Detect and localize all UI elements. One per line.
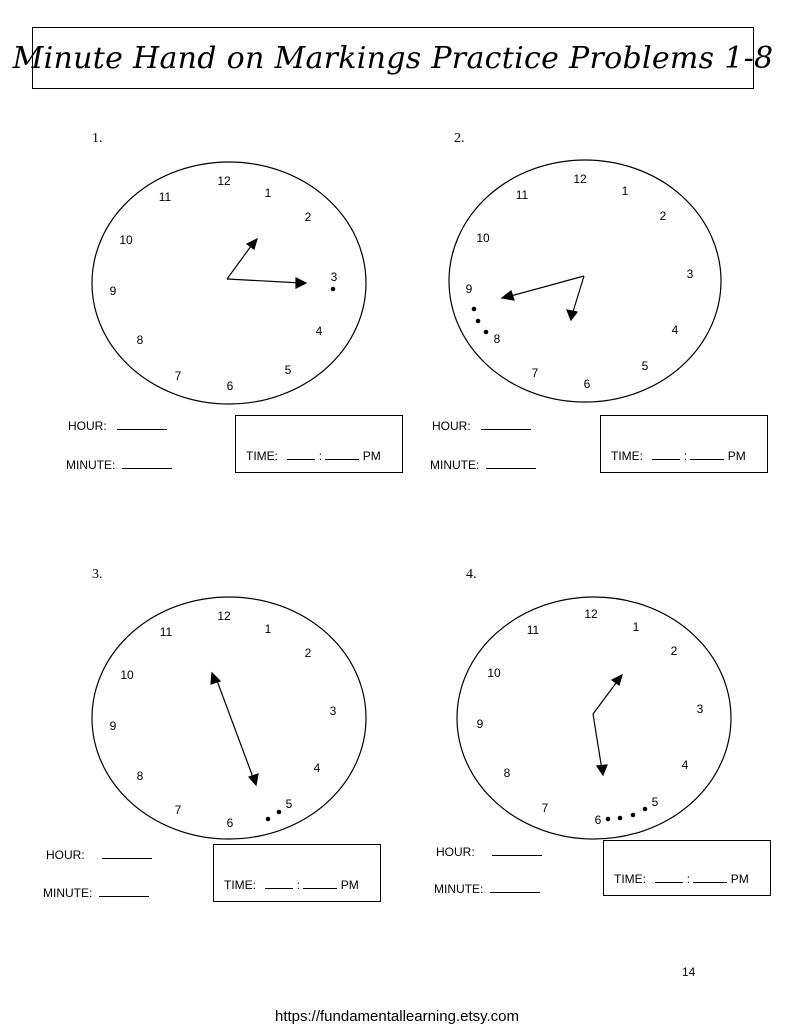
minute-label: MINUTE: — [434, 882, 484, 896]
clock-number-1: 1 — [264, 186, 272, 200]
clock-number-9: 9 — [109, 719, 117, 733]
clock-number-11: 11 — [526, 623, 540, 637]
minute-hand-arrowhead — [296, 278, 306, 288]
clock-hands — [502, 276, 584, 320]
time-answer-box[interactable] — [600, 415, 768, 473]
clock-number-1: 1 — [264, 622, 272, 636]
clock-number-1: 1 — [621, 184, 629, 198]
clock-number-2: 2 — [659, 209, 667, 223]
hour-blank — [492, 855, 542, 856]
clock-number-1: 1 — [632, 620, 640, 634]
minute-label: MINUTE: — [66, 458, 116, 472]
minute-field[interactable] — [66, 458, 172, 472]
minute-blank — [122, 468, 172, 469]
minute-hand — [507, 276, 584, 297]
footer-url[interactable]: https://fundamentallearning.etsy.com — [274, 1008, 520, 1025]
clock-number-12: 12 — [217, 174, 231, 188]
clock-number-3: 3 — [330, 270, 338, 284]
hour-label: HOUR: — [436, 845, 475, 859]
hour-hand — [572, 276, 584, 315]
problem-number: 2. — [454, 131, 465, 146]
clock-numbers — [110, 609, 337, 830]
hour-blank — [481, 429, 531, 430]
time-minute-blank — [303, 888, 337, 889]
clock-number-5: 5 — [285, 797, 293, 811]
hour-blank — [102, 858, 152, 859]
time-hour-blank — [265, 888, 293, 889]
minute-marking-dots — [606, 807, 648, 822]
minute-label: MINUTE: — [43, 886, 93, 900]
time-answer-box[interactable] — [603, 840, 771, 896]
clock-number-10: 10 — [120, 668, 134, 682]
hour-hand — [593, 679, 619, 714]
hour-blank — [117, 429, 167, 430]
title-box — [12, 27, 774, 89]
minute-label: MINUTE: — [430, 458, 480, 472]
time-label: TIME: — [224, 878, 256, 892]
clock-number-8: 8 — [503, 766, 511, 780]
time-label: TIME: — [614, 872, 646, 886]
clock-number-12: 12 — [573, 172, 587, 186]
minute-field[interactable] — [430, 458, 536, 472]
minute-blank — [486, 468, 536, 469]
clock-face — [447, 158, 723, 404]
hour-hand-arrowhead — [211, 673, 220, 684]
clock-number-4: 4 — [681, 758, 689, 772]
clock-number-11: 11 — [159, 625, 173, 639]
time-hour-blank — [652, 459, 680, 460]
clock-number-2: 2 — [670, 644, 678, 658]
clock-number-6: 6 — [594, 813, 602, 827]
time-minute-blank — [693, 882, 727, 883]
clock-number-6: 6 — [226, 816, 234, 830]
time-pm-label: PM — [727, 449, 746, 463]
clock-number-6: 6 — [583, 377, 591, 391]
page-title: Minute Hand on Markings Practice Problems 1-8 — [12, 40, 774, 76]
hour-label: HOUR: — [68, 419, 107, 433]
clock-numbers — [477, 607, 704, 827]
clock-face — [90, 595, 368, 841]
clock-number-3: 3 — [329, 704, 337, 718]
time-colon: : — [686, 872, 691, 886]
hour-hand-arrowhead — [247, 239, 257, 249]
time-minute-blank — [325, 459, 359, 460]
minute-marking-dots — [472, 307, 489, 335]
hour-field[interactable] — [432, 419, 531, 433]
page-number: 14 — [682, 965, 696, 979]
minute-hand — [216, 678, 254, 780]
time-colon: : — [318, 449, 323, 463]
minute-field[interactable] — [43, 886, 149, 900]
minute-hand — [593, 714, 602, 770]
time-answer-box[interactable] — [213, 844, 381, 902]
clock-number-12: 12 — [584, 607, 598, 621]
clock-face — [455, 595, 733, 841]
time-label: TIME: — [246, 449, 278, 463]
clock-number-11: 11 — [158, 190, 172, 204]
clock-number-2: 2 — [304, 646, 312, 660]
time-colon: : — [683, 449, 688, 463]
clock-number-2: 2 — [304, 210, 312, 224]
clock-number-8: 8 — [136, 333, 144, 347]
clock-numbers — [466, 172, 694, 391]
hour-hand-arrowhead — [567, 310, 577, 320]
problem-number: 1. — [92, 131, 103, 146]
hour-hand-arrowhead — [612, 675, 622, 685]
time-minute-blank — [690, 459, 724, 460]
clock-number-4: 4 — [315, 324, 323, 338]
problem-number: 4. — [466, 567, 477, 582]
clock-number-9: 9 — [109, 284, 117, 298]
clock-face — [90, 160, 368, 406]
clock-number-7: 7 — [541, 801, 549, 815]
time-pm-label: PM — [340, 878, 359, 892]
hour-hand — [227, 242, 254, 279]
clock-number-4: 4 — [313, 761, 321, 775]
clock-number-7: 7 — [174, 369, 182, 383]
clock-number-11: 11 — [515, 188, 529, 202]
minute-field[interactable] — [434, 882, 540, 896]
time-hour-blank — [655, 882, 683, 883]
hour-field[interactable] — [46, 848, 152, 862]
time-answer-box[interactable] — [235, 415, 403, 473]
clock-number-6: 6 — [226, 379, 234, 393]
minute-marking-dots — [266, 810, 282, 822]
minute-hand-arrowhead — [502, 291, 514, 300]
hour-field[interactable] — [436, 845, 542, 859]
clock-number-8: 8 — [136, 769, 144, 783]
minute-blank — [490, 892, 540, 893]
minute-hand-arrowhead — [249, 774, 258, 785]
problem-number: 3. — [92, 567, 103, 582]
clock-number-5: 5 — [641, 359, 649, 373]
time-label: TIME: — [611, 449, 643, 463]
minute-blank — [99, 896, 149, 897]
hour-label: HOUR: — [432, 419, 471, 433]
clock-number-9: 9 — [476, 717, 484, 731]
clock-number-10: 10 — [476, 231, 490, 245]
clock-hands — [593, 675, 622, 775]
time-pm-label: PM — [730, 872, 749, 886]
minute-marking-dot — [331, 287, 336, 292]
minute-hand — [227, 279, 302, 283]
hour-field[interactable] — [68, 419, 167, 433]
clock-number-4: 4 — [671, 323, 679, 337]
clock-number-10: 10 — [487, 666, 501, 680]
time-colon: : — [296, 878, 301, 892]
clock-hands — [227, 239, 306, 288]
clock-number-3: 3 — [686, 267, 694, 281]
clock-number-9: 9 — [465, 282, 473, 296]
minute-hand-arrowhead — [597, 765, 607, 775]
clock-number-3: 3 — [696, 702, 704, 716]
clock-number-5: 5 — [651, 795, 659, 809]
clock-number-7: 7 — [531, 366, 539, 380]
clock-number-12: 12 — [217, 609, 231, 623]
clock-number-8: 8 — [493, 332, 501, 346]
clock-number-5: 5 — [284, 363, 292, 377]
clock-number-10: 10 — [119, 233, 133, 247]
clock-number-7: 7 — [174, 803, 182, 817]
clock-hands — [211, 673, 258, 785]
hour-label: HOUR: — [46, 848, 85, 862]
time-pm-label: PM — [362, 449, 381, 463]
time-hour-blank — [287, 459, 315, 460]
